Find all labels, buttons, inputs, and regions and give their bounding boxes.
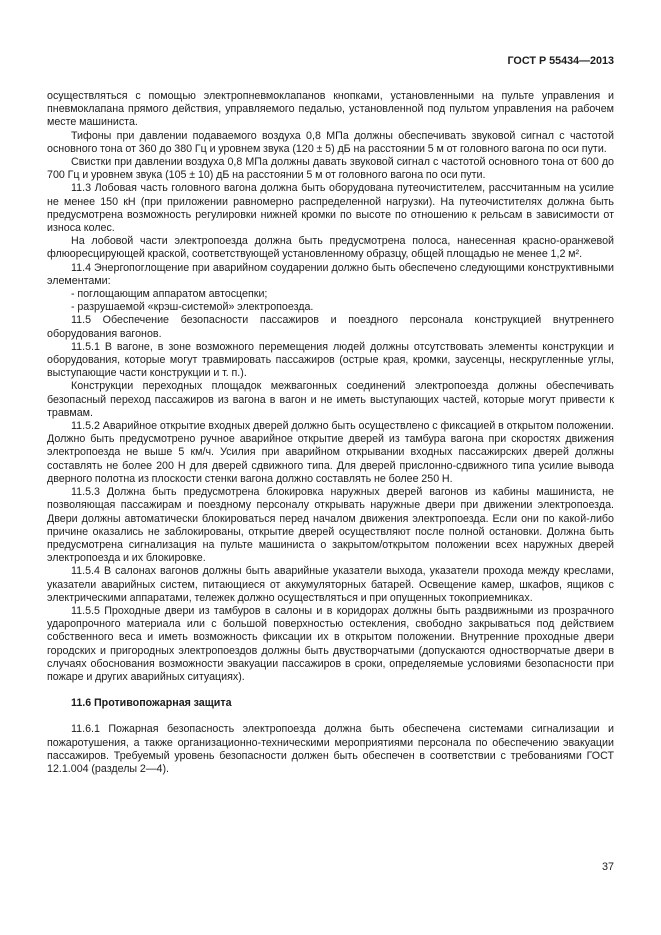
paragraph-11-5-2: 11.5.2 Аварийное открытие входных дверей должно быть осуществлено с фиксацией в открытом положении. Должно быть предусмотрено ручное аварийное открытие дверей из тамбура вагона при скоростях движения электропоезда не выше 5 км/ч. Усилия при аварийном открывании входных пассажирских дверей должны составлять не более 200 Н для дверей сдвижного типа. Для дверей прислонно-сдвижного типа усилие вывода дверного полотна из плоскости стенки вагона должно составлять не более 250 Н. [47,420,614,485]
paragraph-11-3-polosa: На лобовой части электропоезда должна быть предусмотрена полоса, нанесенная красно-оранжевой флюоресцирующей краской, соответствующей установленному образцу, общей площадью не менее 1,2 м². [47,235,614,261]
section-heading-11-6: 11.6 Противопожарная защита [71,697,232,710]
paragraph-11-5: 11.5 Обеспечение безопасности пассажиров и поездного персонала конструкцией внутреннего оборудования вагонов. [47,314,614,340]
paragraph-svistki: Свистки при давлении воздуха 0,8 МПа должны давать звуковой сигнал с частотой основного тона от 600 до 700 Гц и уровнем звука (105 ± 10) дБ на расстоянии 5 м от головного вагона по оси пути. [47,156,614,182]
paragraph-tifony: Тифоны при давлении подаваемого воздуха 0,8 МПа должны обеспечивать звуковой сигнал с частотой основного тона от 360 до 380 Гц и уровнем звука (120 ± 5) дБ на расстоянии 5 м от головного вагона по оси пути. [47,129,614,155]
document-header: ГОСТ Р 55434—2013 [507,55,614,67]
paragraph-11-4: 11.4 Энергопоглощение при аварийном соударении должно быть обеспечено следующими конструктивными элементами: [47,261,614,287]
paragraph-perehodnye-ploshchadki: Конструкции переходных площадок межвагонных соединений электропоезда должны обеспечивать безопасный переход пассажиров из вагона в вагон и не иметь выступающих частей, которые могут привести к травмам. [47,380,614,419]
paragraph-11-5-3: 11.5.3 Должна быть предусмотрена блокировка наружных дверей вагонов из кабины машиниста, не позволяющая пассажирам и поездному персоналу открывать наружные двери при движении электропоезда. Двери должны автоматически блокироваться перед началом движения электропоезда. Если они по какой-либо причине оказались не заблокированы, открытие дверей осуществляют после полной остановки. Должна быть предусмотрена сигнализация на пульте машиниста о закрытом/открытом положении всех наружных дверей электропоезда и их блокировке. [47,486,614,565]
paragraph-11-5-4: 11.5.4 В салонах вагонов должны быть аварийные указатели выхода, указатели прохода между креслами, указатели аварийных систем, питающиеся от аккумуляторных батарей. Освещение камер, шкафов, ящиков с электрическими аппаратами, тележек должно осуществляться и при опущенных токоприемниках. [47,565,614,604]
page-number: 37 [601,861,614,873]
paragraph-11-5-5: 11.5.5 Проходные двери из тамбуров в салоны и в коридорах должны быть раздвижными из прозрачного ударопрочного материала или с большой поверхностью остекления, свободно закрываться под действием собственного веса и иметь возможность фиксации их в открытом положении. Внутренние проходные двери городских и пригородных электропоездов должны быть двустворчатыми (допускаются одностворчатые двери в случаях обоснования возможности эвакуации пассажиров в сроки, определяемые условиями безопасности при пожаре и других аварийных ситуациях). [47,604,614,683]
list-item-autoscepka: - поглощающим аппаратом автосцепки; [71,288,268,301]
document-body [47,90,614,776]
paragraph-11-3: 11.3 Лобовая часть головного вагона должна быть оборудована путеочистителем, рассчитанным на усилие не менее 150 кН (при приложении равномерно распределенной нагрузки). На путеочистителях должна быть предусмотрена возможность регулировки нижней кромки по высоте по отношению к рельсам в зависимости от износа колес. [47,182,614,235]
paragraph-11-5-1: 11.5.1 В вагоне, в зоне возможного перемещения людей должны отсутствовать элементы конструкции и оборудования, которые могут травмировать пассажиров (острые края, кромки, заусенцы, нескругленные углы, выступающие части конструкции и т. п.). [47,340,614,380]
paragraph-continuation: осуществляться с помощью электропневмоклапанов кнопками, установленными на пульте управления и пневмоклапана прямого действия, управляемого педалью, установленной под пультом управления на рабочем месте машиниста. [47,90,614,129]
list-item-crash-system: - разрушаемой «крэш-системой» электропоезда. [71,301,314,314]
paragraph-11-6-1: 11.6.1 Пожарная безопасность электропоезда должна быть обеспечена системами сигнализации и пожаротушения, а также организационно-техническими мероприятиями персонала по обеспечению эвакуации пассажиров. Требуемый уровень безопасности должен быть обеспечен в соответствии с требованиями ГОСТ 12.1.004 (разделы 2—4). [47,723,614,775]
